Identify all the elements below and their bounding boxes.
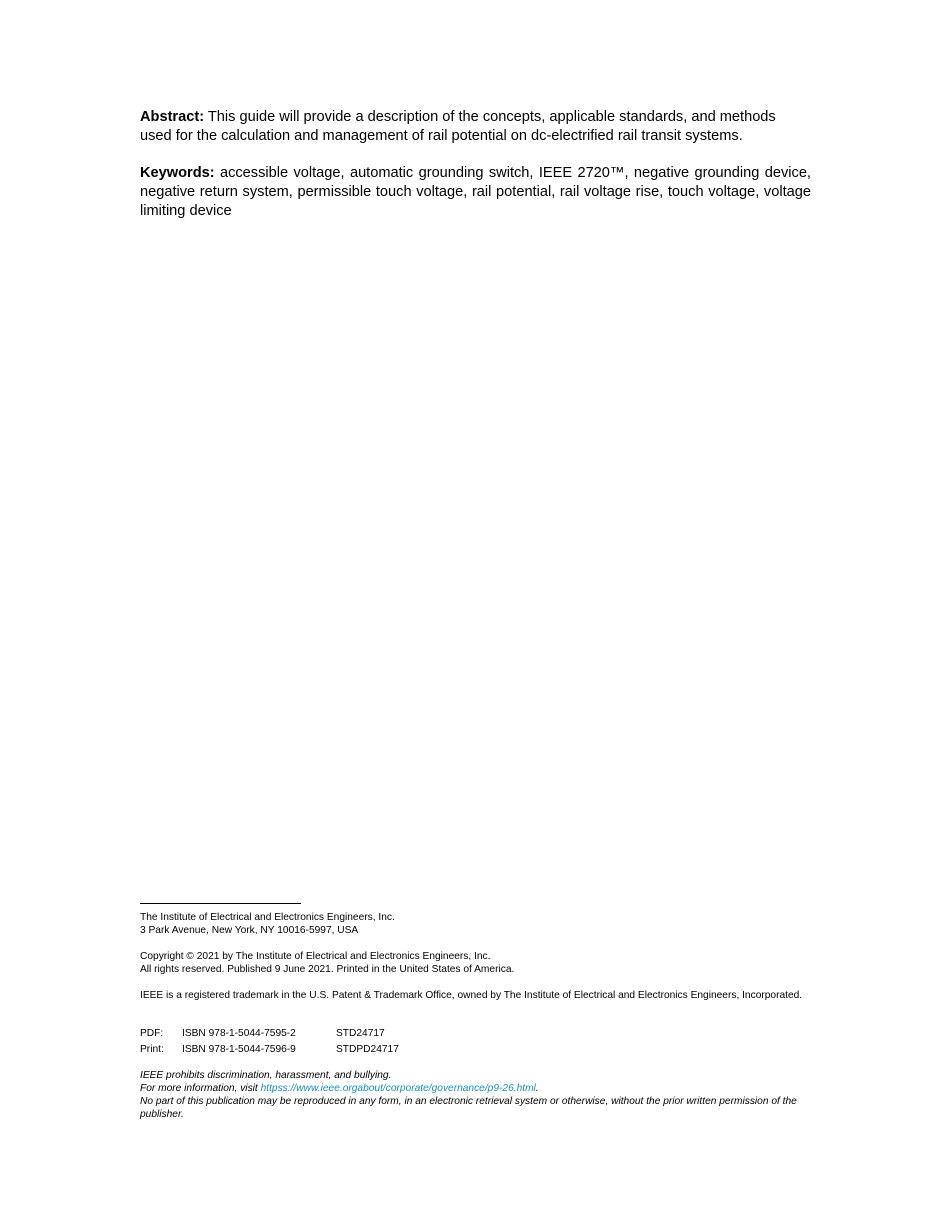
publisher-name: The Institute of Electrical and Electronics Engineers, Inc. [140,912,395,923]
document-page [140,0,811,1230]
info-prefix: For more information, visit [140,1083,261,1094]
keywords-paragraph [140,164,811,221]
copyright-block [140,950,811,976]
keywords-text: accessible voltage, automatic grounding switch, IEEE 2720™, negative grounding device, negative return system, permissible touch voltage, rail potential, rail voltage rise, touch voltage, voltage limiting device [140,165,811,219]
abstract-text: This guide will provide a description of the concepts, applicable standards, and methods used for the calculation and management of rail potential on dc-electrified rail transit systems. [140,109,776,144]
isbn-code: STDPD24717 [336,1044,399,1055]
publisher-block [140,911,811,937]
isbn-format: Print: [140,1044,164,1055]
governance-link[interactable]: httpss://www.ieee.orgabout/corporate/governance/p9-26.html [260,1083,536,1094]
isbn-code: STD24717 [336,1028,385,1039]
trademark-notice: IEEE is a registered trademark in the U.S. Patent & Trademark Office, owned by The Institute of Electrical and Electronics Engineers, Incorporated. [140,990,803,1001]
isbn-number: ISBN 978-1-5044-7595-2 [182,1028,296,1039]
isbn-number: ISBN 978-1-5044-7596-9 [182,1044,296,1055]
info-suffix: . [535,1083,539,1094]
publisher-address: 3 Park Avenue, New York, NY 10016-5997, USA [140,925,359,936]
discrimination-notice: IEEE prohibits discrimination, harassment, and bullying. [140,1070,392,1081]
legal-notice-block [140,1069,811,1121]
isbn-format: PDF: [140,1028,164,1039]
reproduction-notice: No part of this publication may be reproduced in any form, in an electronic retrieval system or otherwise, without the prior written permission of the publisher. [140,1096,797,1120]
keywords-label: Keywords: [140,165,215,181]
rights-line: All rights reserved. Published 9 June 2021. Printed in the United States of America. [140,964,515,975]
copyright-line: Copyright © 2021 by The Institute of Electrical and Electronics Engineers, Inc. [140,951,491,962]
footnote-divider [140,903,301,904]
abstract-label: Abstract: [140,109,205,125]
abstract-paragraph [140,108,811,146]
